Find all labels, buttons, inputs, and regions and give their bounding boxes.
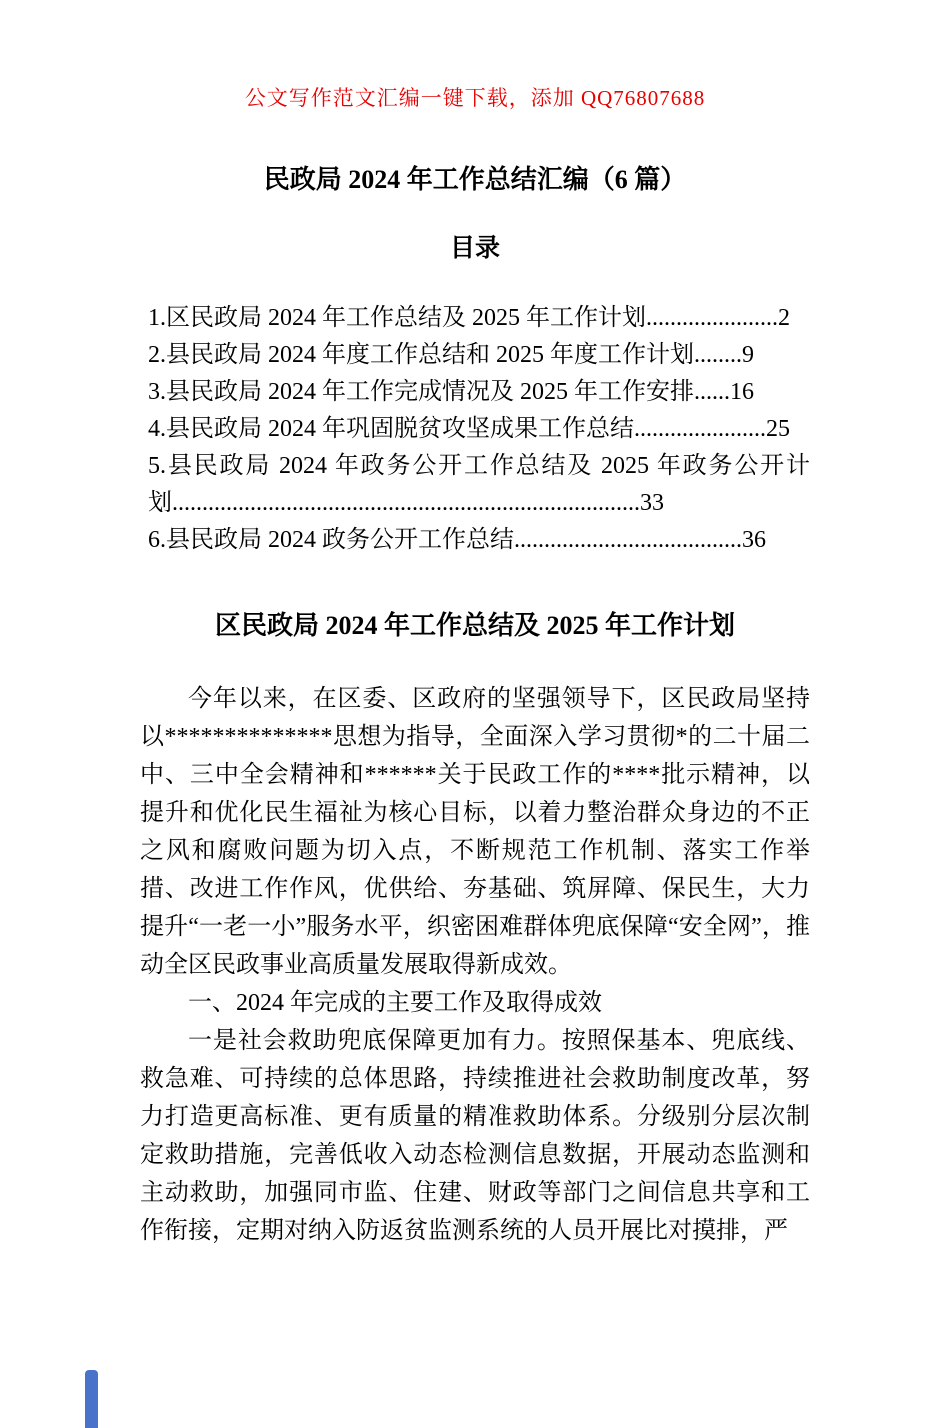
toc-item-label[interactable]: 3.县民政局 2024 年工作完成情况及 2025 年工作安排 (148, 379, 694, 405)
toc-item-label[interactable]: 6.县民政局 2024 政务公开工作总结 (148, 527, 514, 553)
toc-page-number: 25 (766, 416, 790, 442)
table-of-contents (140, 300, 810, 559)
toc-page-number: 33 (640, 490, 664, 516)
section-title: 区民政局 2024 年工作总结及 2025 年工作计划 (214, 611, 735, 640)
body-paragraph: 今年以来，在区委、区政府的坚强领导下，区民政局坚持以**************思想为指导，全面深入学习贯彻*的二十届二中、三中全会精神和******关于民政工作的****批示精神，以提升和优化民生福祉为核心目标，以着力整治群众身边的不正之风和腐败问题为切入点，不断规范工作机制、落实工作举措、改进工作作风，优供给、夯基础、筑屏障、保民生，大力提升“一老一小”服务水平，织密困难群体兜底保障“安全网”，推动全区民政事业高质量发展取得新成效。 (140, 686, 810, 978)
body-subheading-paragraph: 一、2024 年完成的主要工作及取得成效 (188, 990, 602, 1016)
toc-item-label[interactable]: 2.县民政局 2024 年度工作总结和 2025 年度工作计划 (148, 342, 694, 368)
toc-item[interactable] (148, 411, 810, 448)
toc-item-label[interactable]: 5.县民政局 2024 年政务公开工作总结及 2025 年政务公开计划 (148, 453, 810, 516)
toc-item[interactable] (148, 337, 810, 374)
document-title: 民政局 2024 年工作总结汇编（6 篇） (263, 165, 687, 194)
toc-page-number: 16 (730, 379, 754, 405)
promo-notice: 公文写作范文汇编一键下载，添加 QQ76807688 (244, 86, 706, 110)
toc-page-number: 36 (742, 527, 766, 553)
toc-leader-dots: ...................................... (514, 527, 742, 553)
toc-item[interactable] (148, 300, 810, 337)
toc-page-number: 2 (778, 305, 790, 331)
toc-item-label[interactable]: 4.县民政局 2024 年巩固脱贫攻坚成果工作总结 (148, 416, 634, 442)
toc-leader-dots: .............................................................................. (172, 490, 640, 516)
toc-leader-dots: ...................... (646, 305, 778, 331)
toc-leader-dots: ...................... (634, 416, 766, 442)
toc-item[interactable] (148, 448, 810, 522)
toc-item-label[interactable]: 1.区民政局 2024 年工作总结及 2025 年工作计划 (148, 305, 646, 331)
toc-page-number: 9 (742, 342, 754, 368)
floating-widget-fragment[interactable] (85, 1370, 98, 1428)
toc-heading: 目录 (449, 235, 500, 262)
toc-item[interactable] (148, 522, 810, 559)
document-body (140, 680, 810, 1250)
toc-item[interactable] (148, 374, 810, 411)
toc-leader-dots: ...... (694, 379, 730, 405)
body-paragraph: 一是社会救助兜底保障更加有力。按照保基本、兜底线、救急难、可持续的总体思路，持续推进社会救助制度改革，努力打造更高标准、更有质量的精准救助体系。分级别分层次制定救助措施，完善低收入动态检测信息数据，开展动态监测和主动救助，加强同市监、住建、财政等部门之间信息共享和工作衔接，定期对纳入防返贫监测系统的人员开展比对摸排，严 (140, 1028, 810, 1244)
toc-leader-dots: ........ (694, 342, 742, 368)
document-page (0, 84, 950, 1428)
